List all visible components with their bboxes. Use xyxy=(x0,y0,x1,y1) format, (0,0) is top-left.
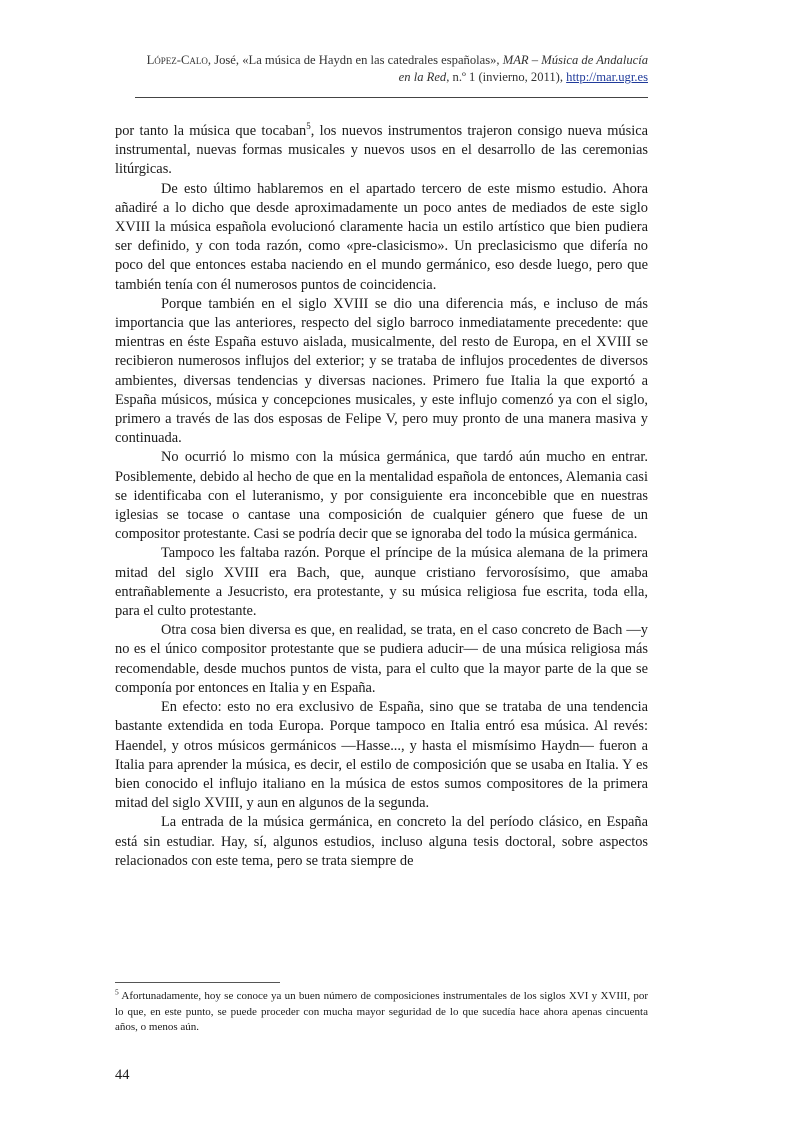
paragraph-1 xyxy=(115,122,648,180)
running-header xyxy=(135,52,648,86)
paragraph-5: Tampoco les faltaba razón. Porque el príncipe de la música alemana de la primera mitad del siglo XVIII era Bach, que, aunque cristiano fervorosísimo, que amaba entrañablemente a Jesucristo, era protestante, y su música religiosa fue escrita, toda ella, para el culto protestante. xyxy=(115,545,648,620)
header-rule xyxy=(135,97,648,98)
paragraph-7: En efecto: esto no era exclusivo de España, sino que se trataba de una tendencia bastante extendida en toda Europa. Porque tampoco en Italia entró esa música. Al revés: Haendel, y otros músicos germánicos —Hasse..., y hasta el mismísimo Haydn— fueron a Italia para aprender la música, es decir, el estilo de composición que se usaba en Italia. Y es bien conocido el influjo italiano en la música de estos sumos compositores de la primera mitad del siglo XVIII, y aun en algunos de la segunda. xyxy=(115,699,648,812)
paragraph-1-rest: , los nuevos instrumentos trajeron consigo nueva música instrumental, nuevas formas musicales y nuevos usos en el desarrollo de las ceremonias litúrgicas. xyxy=(115,123,649,178)
paragraph-4: No ocurrió lo mismo con la música germánica, que tardó aún mucho en entrar. Posiblemente, debido al hecho de que en la mentalidad española de entonces, Alemania casi se identificaba con el luteranismo, y por consiguiente era inconcebible que en nuestras iglesias se tocase o cantase una composición de cualquier género que fuese de un compositor protestante. Casi se podría decir que se ignoraba del todo la música germánica. xyxy=(115,449,648,543)
header-issue: , n.º 1 (invierno, 2011), xyxy=(446,70,567,84)
footnote-5 xyxy=(115,989,648,1036)
paragraph-1-start: por tanto la música que tocaban xyxy=(115,123,307,139)
footnote-number: 5 xyxy=(115,987,119,997)
header-article-title: «La música de Haydn en las catedrales españolas», xyxy=(242,53,503,67)
page-number: 44 xyxy=(115,1067,130,1083)
paragraph-8: La entrada de la música germánica, en concreto la del período clásico, en España está sin estudiar. Hay, sí, algunos estudios, incluso alguna tesis doctoral, sobre aspectos relacionados con este tema, pero se trata siempre de xyxy=(115,814,648,869)
header-author-surname: López-Calo xyxy=(146,53,208,67)
body-text xyxy=(115,122,648,871)
paragraph-2: De esto último hablaremos en el apartado tercero de este mismo estudio. Ahora añadiré a lo dicho que desde aproximadamente un poco antes de mediados de este siglo XVIII la música española evolucionó claramente hacia un estilo artístico que bien pudiera ser definido, y con toda razón, como «pre-clasicismo». Un preclasicismo que difería no poco del que entonces estaba naciendo en el mundo germánico, eso desde luego, pero que también tenía con él numerosos puntos de coincidencia. xyxy=(115,180,648,293)
header-author-given: , José, xyxy=(207,53,243,67)
paragraph-6: Otra cosa bien diversa es que, en realidad, se trata, en el caso concreto de Bach —y no es el único compositor protestante que se pudiera aducir— de una música religiosa más recomendable, desde muchos puntos de vista, para el culto que la mayor parte de la que se componía por entonces en Italia y en España. xyxy=(115,622,648,696)
header-url-link[interactable]: http://mar.ugr.es xyxy=(566,70,648,84)
paragraph-3: Porque también en el siglo XVIII se dio una diferencia más, e incluso de más importancia que las anteriores, respecto del siglo barroco inmediatamente precedente: que mientras en éste España estuvo aislada, musicalmente, del resto de Europa, en el XVIII se recibieron numerosos influjos del exterior; y se trataba de influjos procedentes de diversos ambientes, diversas tendencias y diversas naciones. Primero fue Italia la que exportó a España músicos, música y concepciones musicales, y este influjo comenzó ya con el siglo, primero a través de las dos esposas de Felipe V, pero muy pronto de una manera masiva y continuada. xyxy=(115,295,648,447)
footnote-ref-5[interactable]: 5 xyxy=(306,121,311,132)
footnote-text: Afortunadamente, hoy se conoce ya un buen número de composiciones instrumentales de los siglos XVI y XVIII, por lo que, en este punto, se puede proceder con mucha mayor seguridad de lo que sucedía hace ahora apenas cincuenta años, o menos aún. xyxy=(115,990,648,1033)
footnote-rule xyxy=(115,982,280,983)
header-journal: MAR – Música de Andalucía en la Red xyxy=(398,53,648,84)
